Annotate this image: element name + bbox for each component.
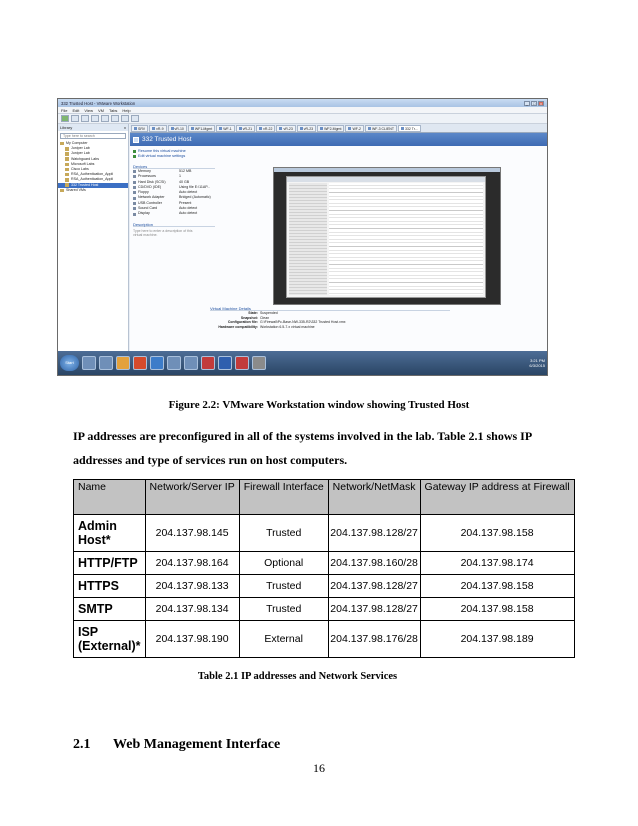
vm-icon: [348, 127, 351, 130]
table-header-row: [74, 480, 575, 515]
tree-item-label: RSA_Authentication_Appli: [71, 172, 114, 177]
device-name: Sound Card: [138, 206, 158, 211]
system-tray-clock[interactable]: [529, 358, 545, 368]
devices-section-title[interactable]: Devices: [133, 164, 215, 169]
tray-date: 6/3/2015: [529, 363, 545, 368]
toolbar: [58, 114, 547, 124]
explorer-icon[interactable]: [82, 356, 96, 370]
menu-bar: [58, 107, 547, 114]
firewall-interface-cell: External: [239, 621, 328, 658]
detail-key: State:: [248, 311, 258, 315]
device-name: Memory: [138, 169, 151, 173]
tab-label: SRV: [138, 126, 146, 131]
folder-icon: [65, 157, 69, 161]
column-header: Firewall Interface: [239, 480, 328, 515]
device-name: Hard Disk (SCSI): [138, 179, 166, 184]
detail-row: [210, 325, 450, 330]
app-icon[interactable]: [184, 356, 198, 370]
tab-label: vR-21: [242, 126, 253, 131]
netmask-cell: 204.137.98.176/28: [328, 621, 420, 658]
tab-vr-9[interactable]: [149, 125, 166, 132]
tab-vr-22[interactable]: [256, 125, 275, 132]
floppy-icon: [133, 191, 136, 194]
device-value: 512 MB: [179, 169, 192, 173]
sound-card-icon: [133, 207, 136, 210]
guest-explorer-window: [286, 176, 486, 298]
maximize-button[interactable]: □: [532, 101, 536, 106]
host-name-cell: Admin Host*: [74, 515, 146, 552]
network-icon[interactable]: [99, 356, 113, 370]
netmask-cell: 204.137.98.128/27: [328, 575, 420, 598]
table-row: [74, 621, 575, 658]
firewall-interface-cell: Optional: [239, 552, 328, 575]
vm-icon: [320, 127, 323, 130]
table-row: [74, 552, 575, 575]
chrome-icon[interactable]: [133, 356, 147, 370]
vmware-icon[interactable]: [167, 356, 181, 370]
vm-icon: [279, 127, 282, 130]
tab-label: vR-22: [263, 126, 273, 131]
detail-value: Clean: [260, 315, 270, 320]
vm-icon: [171, 127, 174, 130]
server-ip-cell: 204.137.98.133: [145, 575, 239, 598]
device-value: Using file E:\11AP...: [179, 184, 211, 189]
settings-icon[interactable]: [252, 356, 266, 370]
library-title: Library: [60, 125, 73, 130]
window-titlebar: [58, 99, 547, 107]
paragraph-line: addresses and type of services run on host computers.: [73, 453, 348, 467]
action-label: Edit virtual machine settings: [138, 154, 186, 158]
column-header: Network/NetMask: [328, 480, 420, 515]
library-panel: [58, 124, 129, 352]
description-line: Type here to enter a description of this: [133, 228, 193, 233]
vm-icon: [65, 173, 69, 177]
windows-taskbar: [58, 351, 547, 375]
tree-item-label: Juniper Lab: [71, 151, 90, 156]
device-name: Network Adapter: [138, 195, 165, 200]
firewall-interface-cell: Trusted: [239, 515, 328, 552]
tab-label: WF-2: [352, 126, 361, 131]
tab-trusted-host[interactable]: [398, 125, 421, 132]
tree-item-label: Juniper Lab: [71, 146, 90, 151]
shared-vms-icon: [60, 189, 64, 193]
paragraph: [73, 424, 573, 472]
ip-address-table: [73, 479, 575, 658]
edit-vm-settings-link[interactable]: [133, 154, 215, 159]
vm-name: 332 Trusted Host: [142, 136, 192, 143]
cd-dvd-icon: [133, 186, 136, 189]
column-header: Name: [74, 480, 146, 515]
guest-window-bar: [287, 177, 485, 182]
tab-wf-3-client[interactable]: [365, 125, 397, 132]
menu-vm[interactable]: VM: [97, 107, 104, 113]
acrobat-icon[interactable]: [201, 356, 215, 370]
power-on-icon[interactable]: [61, 115, 69, 122]
page-number: 16: [313, 761, 325, 775]
vm-icon: [152, 127, 155, 130]
tab-vr-21[interactable]: [236, 125, 255, 132]
tab-wf1-mgmt[interactable]: [188, 125, 215, 132]
server-ip-cell: 204.137.98.164: [145, 552, 239, 575]
tab-label: vR-9: [156, 126, 164, 131]
tab-label: 332 Tr...: [404, 126, 418, 131]
device-value: Auto detect: [179, 190, 198, 195]
gateway-cell: 204.137.98.158: [420, 575, 574, 598]
vm-icon: [133, 137, 139, 143]
column-header: Network/Server IP: [145, 480, 239, 515]
close-button[interactable]: x: [538, 101, 544, 106]
tree-item[interactable]: [58, 188, 128, 193]
firewall-interface-cell: Trusted: [239, 575, 328, 598]
host-name-cell: HTTPS: [74, 575, 146, 598]
library-header: [58, 124, 128, 131]
device-row[interactable]: [133, 211, 215, 216]
server-ip-cell: 204.137.98.145: [145, 515, 239, 552]
tab-srv[interactable]: [131, 125, 148, 132]
tab-vr-10[interactable]: [168, 125, 187, 132]
tab-label: WF-3 CLIENT: [372, 126, 394, 131]
fullscreen-icon[interactable]: [111, 115, 119, 122]
tree-item-label: 332 Trusted Host: [71, 182, 99, 187]
guest-folder-tree: [289, 183, 327, 295]
window-title: 332 Trusted Host - VMware Workstation: [61, 100, 136, 106]
tab-vr-23b[interactable]: [297, 125, 316, 132]
vm-summary: [133, 149, 215, 237]
menu-file[interactable]: File: [61, 107, 68, 113]
tab-label: WF-1: [223, 126, 232, 131]
vm-icon: [219, 127, 222, 130]
host-name-cell: SMTP: [74, 598, 146, 621]
description-line: virtual machine.: [133, 232, 158, 237]
vm-icon: [300, 127, 303, 130]
revert-icon[interactable]: [91, 115, 99, 122]
netmask-cell: 204.137.98.160/28: [328, 552, 420, 575]
menu-view[interactable]: View: [84, 107, 93, 113]
folder-icon: [65, 147, 69, 151]
tab-label: WF1-Mgmt: [194, 126, 213, 131]
tab-label: WF2-Mgmt: [324, 126, 342, 131]
netmask-cell: 204.137.98.128/27: [328, 515, 420, 552]
processor-icon: [133, 175, 136, 178]
figure-caption: Figure 2.2: VMware Workstation window showing Trusted Host: [168, 399, 470, 411]
folder-icon: [65, 152, 69, 156]
powerpoint-icon[interactable]: [235, 356, 249, 370]
firewall-interface-cell: Trusted: [239, 598, 328, 621]
description-field[interactable]: [133, 229, 215, 237]
device-name: Display: [138, 211, 150, 216]
folder-icon: [65, 168, 69, 172]
host-name-cell: HTTP/FTP: [74, 552, 146, 575]
vmware-screenshot: [57, 98, 548, 376]
settings-icon: [133, 155, 136, 158]
start-button[interactable]: Start: [60, 355, 79, 371]
vm-icon: [239, 127, 242, 130]
tree-item-label: Microsoft Labs: [71, 161, 95, 166]
firefox-icon[interactable]: [150, 356, 164, 370]
vm-icon: [401, 127, 404, 130]
computer-icon: [60, 142, 64, 146]
tab-wf-1[interactable]: [216, 125, 235, 132]
tab-wf-2[interactable]: [345, 125, 364, 132]
gateway-cell: 204.137.98.158: [420, 515, 574, 552]
device-value: Auto detect: [179, 206, 198, 211]
tree-item-label: Watchguard Labs: [71, 156, 100, 161]
menu-edit[interactable]: Edit: [72, 107, 80, 113]
device-name: CD/DVD (IDE): [138, 184, 162, 189]
tab-label: vR-23: [303, 126, 314, 131]
server-ip-cell: 204.137.98.134: [145, 598, 239, 621]
tree-item-label: Shared VMs: [66, 187, 86, 192]
gateway-cell: 204.137.98.189: [420, 621, 574, 658]
device-value: Bridged (Automatic): [179, 195, 211, 200]
view-icon[interactable]: [131, 115, 139, 122]
paragraph-line: IP addresses are preconfigured in all of the systems involved in the lab. Table 2.1 shows IP: [73, 429, 533, 443]
table-caption: Table 2.1 IP addresses and Network Services: [197, 671, 398, 682]
host-name-cell: ISP (External)*: [74, 621, 146, 658]
netmask-cell: 204.137.98.128/27: [328, 598, 420, 621]
column-header: Gateway IP address at Firewall: [420, 480, 574, 515]
vm-content: [130, 133, 547, 352]
device-value: Auto detect: [179, 211, 198, 216]
menu-help[interactable]: Help: [122, 107, 131, 113]
suspend-icon[interactable]: [71, 115, 79, 122]
server-ip-cell: 204.137.98.190: [145, 621, 239, 658]
section-number: 2.1: [73, 737, 91, 752]
guest-titlebar: [274, 168, 500, 172]
vm-details: [210, 306, 450, 329]
tree-item-label: Cisco Labs: [71, 167, 89, 172]
close-icon[interactable]: x: [124, 125, 126, 130]
device-name: Processors: [138, 174, 156, 179]
word-icon[interactable]: [218, 356, 232, 370]
vm-icon: [191, 127, 194, 130]
menu-tabs[interactable]: Tabs: [108, 107, 118, 113]
gateway-cell: 204.137.98.158: [420, 598, 574, 621]
vm-tabs: [130, 124, 547, 133]
detail-value: Suspended: [260, 311, 278, 315]
section-title: Web Management Interface: [113, 737, 281, 752]
guest-file-list: [329, 183, 483, 295]
table-row: [74, 598, 575, 621]
minimize-button[interactable]: _: [524, 101, 530, 106]
usb-icon: [133, 202, 136, 205]
tab-label: vR-23: [283, 126, 293, 131]
tree-item-label: My Computer: [66, 141, 88, 146]
memory-icon: [133, 170, 136, 173]
vm-icon: [368, 127, 371, 130]
tray-time: 3:21 PM: [530, 358, 545, 363]
detail-key: Hardware compatibility:: [218, 324, 258, 329]
detail-value: G:\Firewall\Pc-Base-NW-335-R2\332 Trusted Host.vmx: [260, 320, 346, 324]
device-value: 40 GB: [179, 179, 190, 184]
device-name: Floppy: [138, 190, 149, 195]
tab-vr-23[interactable]: [276, 125, 295, 132]
library-search-input[interactable]: Type here to search: [60, 133, 126, 139]
device-value: 1: [179, 174, 181, 179]
tab-label: vR-10: [174, 126, 184, 131]
folder-icon[interactable]: [116, 356, 130, 370]
description-section-title[interactable]: Description: [133, 222, 215, 227]
vm-icon: [65, 183, 69, 187]
play-icon: [133, 150, 136, 153]
vm-details-title[interactable]: Virtual Machine Details: [210, 306, 450, 311]
device-name: USB Controller: [138, 200, 162, 205]
detail-key: Snapshot:: [240, 315, 258, 320]
table-row: [74, 575, 575, 598]
snapshot-icon[interactable]: [81, 115, 89, 122]
vm-icon: [65, 178, 69, 182]
tab-wf2-mgmt[interactable]: [317, 125, 344, 132]
table-row: [74, 515, 575, 552]
display-icon: [133, 213, 136, 216]
manage-snapshots-icon[interactable]: [101, 115, 109, 122]
network-adapter-icon: [133, 197, 136, 200]
tree-item-label: RSA_Authentication_Appli: [71, 177, 114, 182]
unity-icon[interactable]: [121, 115, 129, 122]
action-label: Resume this virtual machine: [138, 149, 186, 153]
detail-value: Workstation 6.5-7.x virtual machine: [260, 324, 315, 329]
vm-icon: [134, 127, 137, 130]
vm-header: [130, 133, 547, 146]
folder-icon: [65, 163, 69, 167]
vm-screen-thumbnail[interactable]: [273, 167, 501, 305]
detail-key: Configuration file:: [227, 320, 258, 324]
gateway-cell: 204.137.98.174: [420, 552, 574, 575]
device-value: Present: [179, 200, 192, 205]
vm-icon: [259, 127, 262, 130]
hard-disk-icon: [133, 181, 136, 184]
